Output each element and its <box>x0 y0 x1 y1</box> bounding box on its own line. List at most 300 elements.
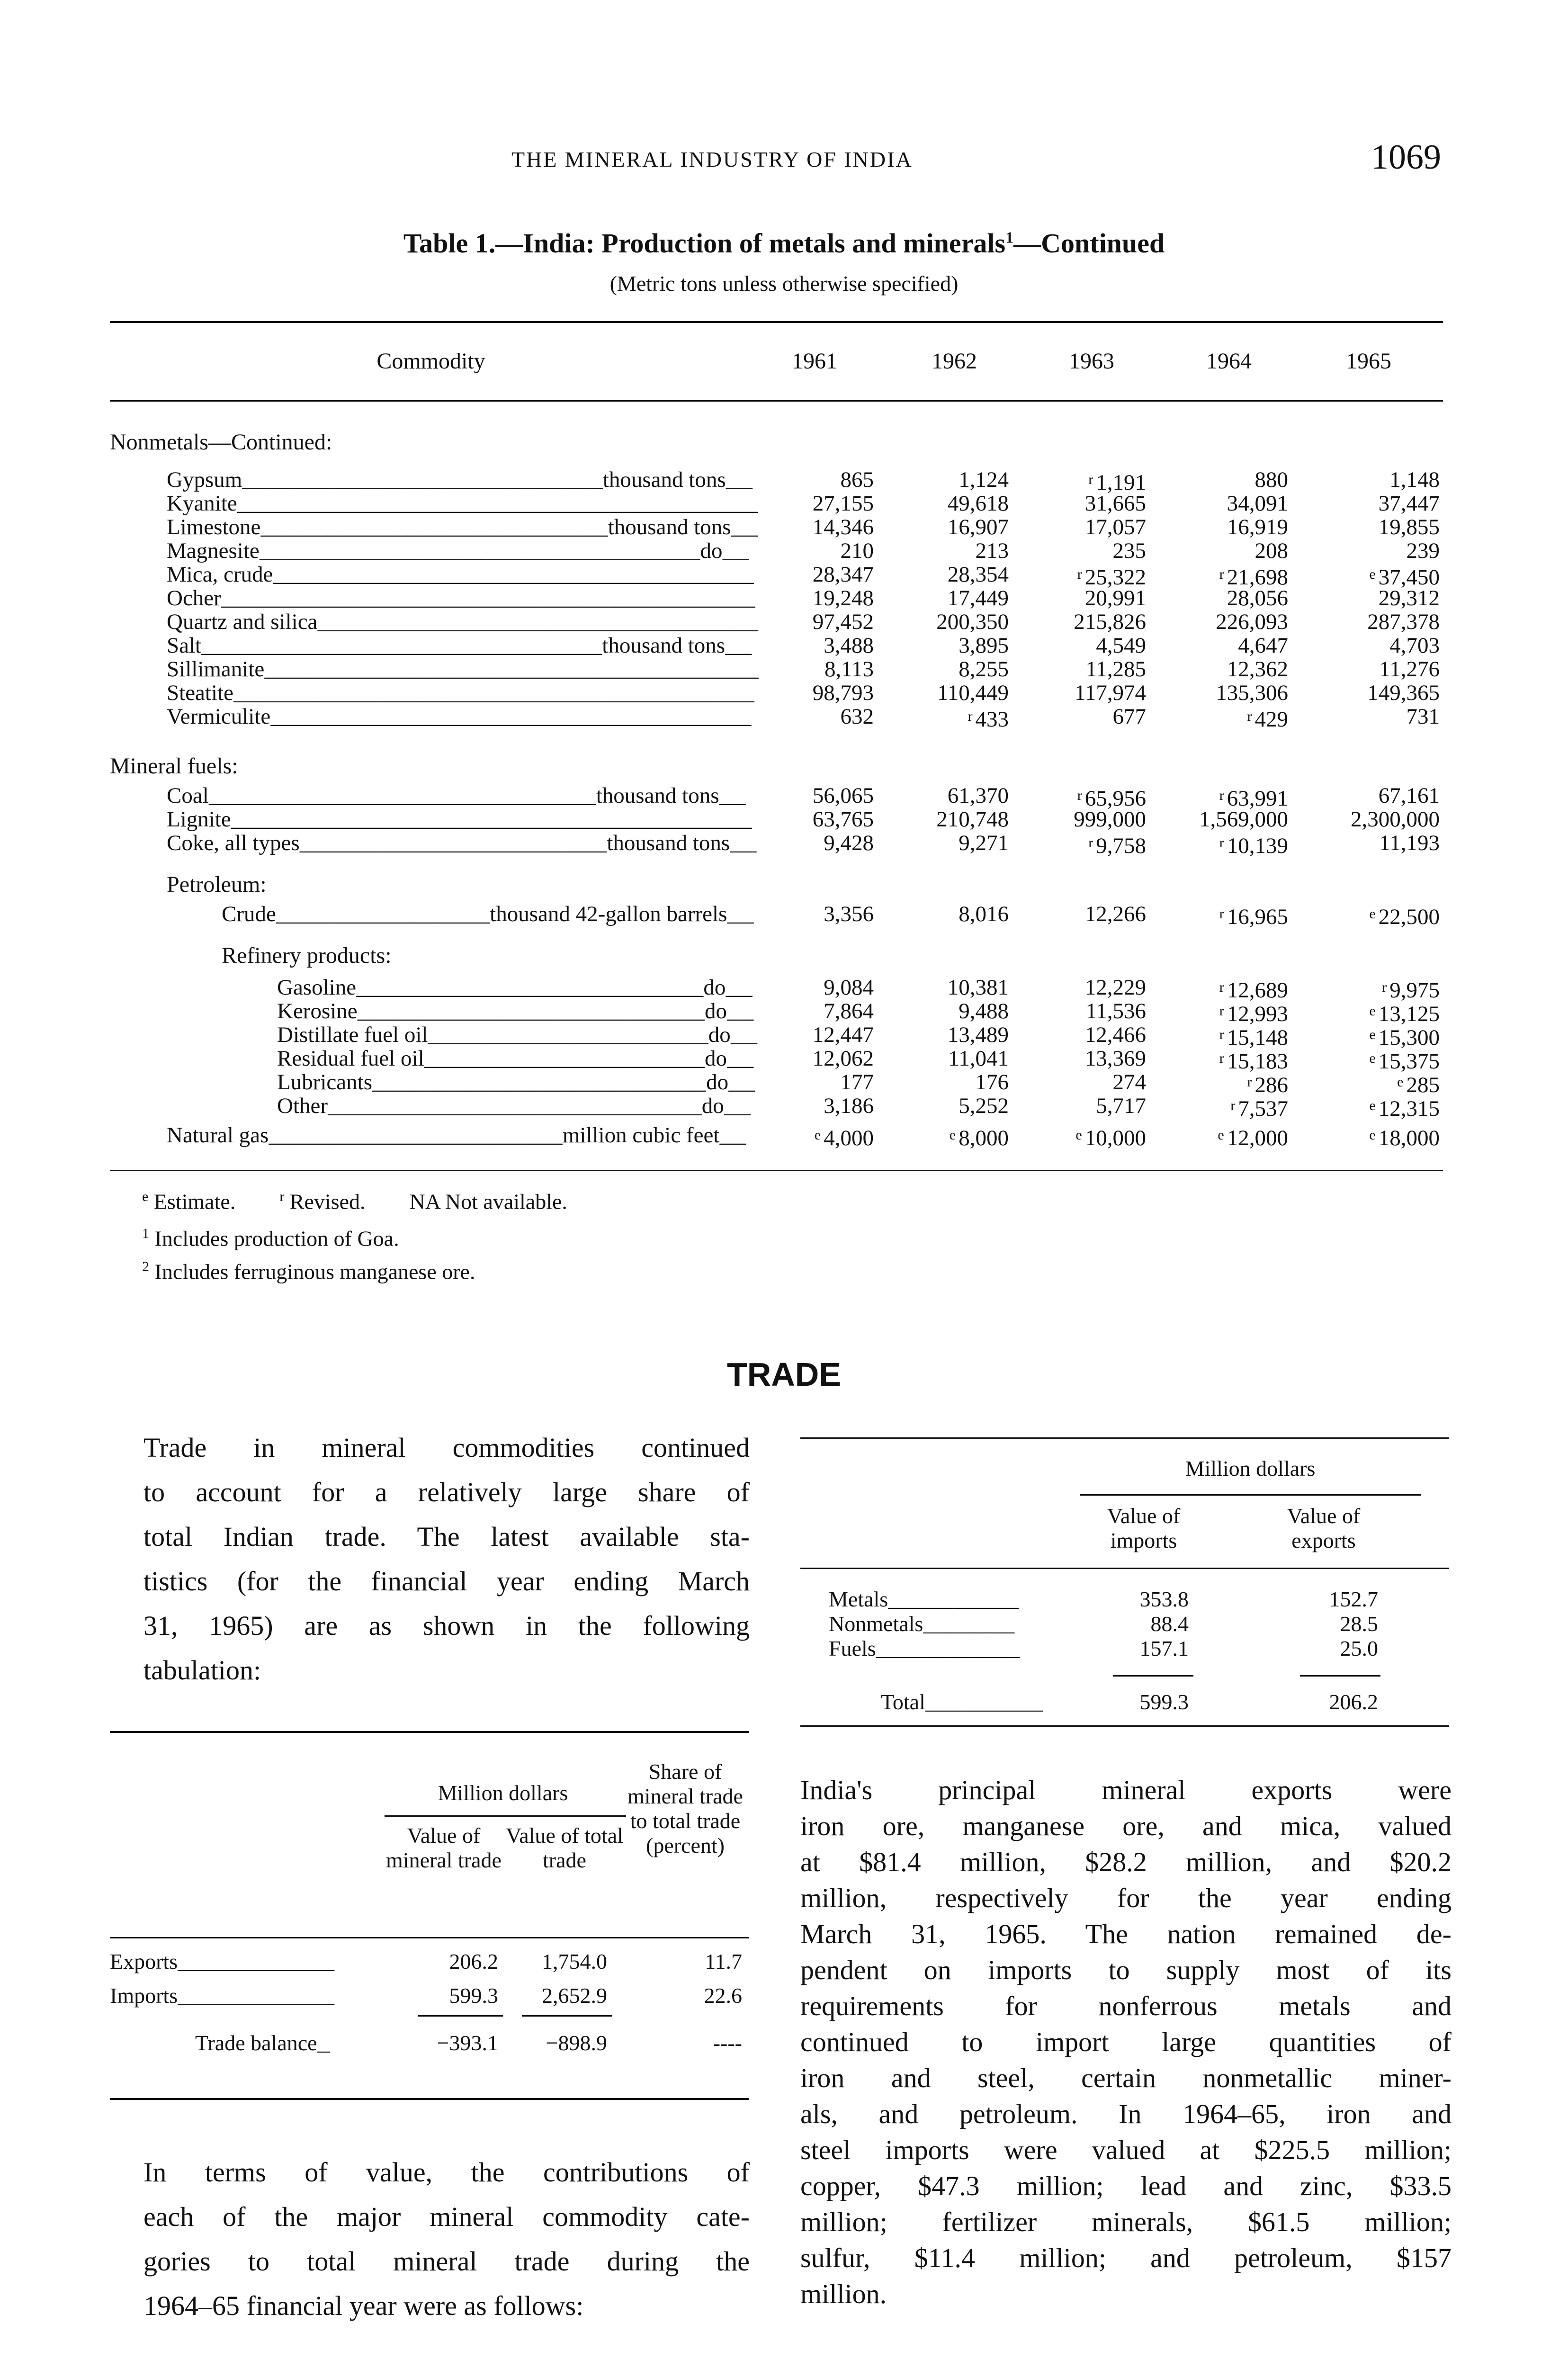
value-number: 3,895 <box>959 633 1009 658</box>
value-number: 3,186 <box>824 1094 874 1118</box>
leader-dots: __ <box>726 469 753 493</box>
value-cell-1965 <box>1312 539 1440 563</box>
value-number: 4,000 <box>824 1126 874 1150</box>
value-flag: e <box>1369 1003 1376 1019</box>
commodity-name: Other <box>277 1094 328 1118</box>
value-number: 17,449 <box>947 586 1009 610</box>
value-cell-1964 <box>1160 563 1288 589</box>
value-number: 34,091 <box>1227 491 1288 516</box>
paragraph-line: 1964–65 financial year were as follows: <box>143 2290 584 2321</box>
revised-note: Revised. <box>289 1189 366 1214</box>
table-a-share-header: Share of mineral trade to total trade (percent) <box>627 1759 743 1857</box>
value-flag: e <box>1369 566 1376 582</box>
value-number: 49,618 <box>947 491 1009 516</box>
value-number: 18,000 <box>1378 1126 1440 1150</box>
value-cell-1965 <box>1312 1094 1440 1121</box>
total-trade-value: 1,754.0 <box>542 1949 607 1973</box>
value-number: 67,161 <box>1378 783 1440 808</box>
value-cell-1962 <box>881 1047 1009 1070</box>
leader-dots: _____________________ <box>428 1024 708 1049</box>
unit-label: do <box>706 1070 729 1094</box>
value-number: 7,864 <box>824 999 874 1023</box>
value-cell-1965 <box>1312 586 1440 610</box>
value-cell-1964 <box>1160 831 1288 858</box>
leader-dots: _____________________________________ <box>264 658 759 683</box>
unit-label: do <box>701 1094 724 1118</box>
unit-label: thousand tons <box>608 515 731 539</box>
table-b-top-rule <box>800 1437 1449 1439</box>
value-number: 15,183 <box>1227 1049 1288 1074</box>
column-header-commodity: Commodity <box>376 349 485 374</box>
value-flag: r <box>1088 835 1093 851</box>
table-b-sum-rule-1 <box>1113 1675 1193 1677</box>
table-a-sum-rule-1 <box>418 2015 503 2017</box>
trade-balance-total: −898.9 <box>546 2031 607 2055</box>
leader-dots: __ <box>726 977 753 1001</box>
trade-summary-table <box>110 1731 749 2157</box>
leader-dots: __ <box>727 903 754 928</box>
value-number: 239 <box>1406 538 1440 563</box>
column-header-year: 1965 <box>1346 349 1391 374</box>
commodity-label <box>167 657 759 683</box>
value-cell-1964 <box>1160 976 1288 1002</box>
value-number: 9,428 <box>824 831 874 855</box>
table-bottom-rule <box>110 1170 1443 1171</box>
value-flag: e <box>1369 1027 1376 1042</box>
paragraph-line: steel imports were valued at $225.5 million; <box>800 2135 1452 2165</box>
table-b-sum-rule-2 <box>1300 1675 1380 1677</box>
trade-heading: TRADE <box>726 1356 842 1393</box>
contributions-paragraph <box>143 2150 750 2328</box>
value-cell-1963 <box>1018 1023 1146 1047</box>
value-cell-1963 <box>1018 492 1146 515</box>
unit-label: do <box>700 539 723 563</box>
unit-label: do <box>708 1023 731 1047</box>
paragraph-line: iron ore, manganese ore, and mica, valued <box>800 1811 1452 1841</box>
nonmetal-row <box>0 634 1568 657</box>
leader-dots: _______________________________________ <box>237 493 758 517</box>
unit-label: do <box>703 976 726 1000</box>
value-number: 865 <box>840 467 874 492</box>
unit-label: million cubic feet <box>562 1123 720 1148</box>
value-number: 12,466 <box>1084 1023 1146 1047</box>
leader-dots: __ <box>726 1048 754 1072</box>
value-cell-1963 <box>1018 705 1146 728</box>
value-cell-1963 <box>1018 563 1146 589</box>
paragraph-line: million. <box>800 2278 887 2309</box>
value-number: 28,056 <box>1227 586 1288 610</box>
commodity-name: Magnesite <box>167 539 260 563</box>
estimate-marker: e <box>142 1189 149 1204</box>
exports-value: 152.7 <box>1329 1587 1378 1611</box>
value-number: 12,315 <box>1378 1096 1440 1121</box>
value-cell-1961 <box>746 634 874 657</box>
value-cell-1962 <box>881 681 1009 705</box>
commodity-label <box>167 705 759 730</box>
table-top-rule <box>110 321 1443 323</box>
value-cell-1965 <box>1312 492 1440 515</box>
value-number: 56,065 <box>812 783 874 808</box>
value-flag: e <box>949 1127 956 1143</box>
trade-row-label <box>110 1983 334 2009</box>
total-label <box>881 1689 1043 1716</box>
value-flag: r <box>1219 1003 1224 1019</box>
value-cell-1964 <box>1160 586 1288 610</box>
value-flag: e <box>1369 1127 1376 1143</box>
paragraph-line: requirements for nonferrous metals and <box>800 1991 1452 2021</box>
paragraph-line: total Indian trade. The latest available sta- <box>143 1521 750 1552</box>
table-title <box>0 227 1568 259</box>
value-number: 98,793 <box>812 681 874 705</box>
value-cell-1964 <box>1160 784 1288 810</box>
value-cell-1963 <box>1018 1047 1146 1070</box>
paragraph-line: each of the major mineral commodity cate- <box>143 2201 750 2232</box>
value-flag: r <box>1219 566 1224 582</box>
table-title-suffix: —Continued <box>1013 228 1165 259</box>
commodity-label <box>277 1047 759 1072</box>
value-number: 22,500 <box>1378 905 1440 929</box>
natural-gas-row <box>0 1123 1568 1150</box>
commodity-label <box>167 807 759 833</box>
commodity-name: Ocher <box>167 586 221 610</box>
value-cell-1961 <box>746 1070 874 1094</box>
value-number: 15,300 <box>1378 1025 1440 1050</box>
value-number: 8,113 <box>824 657 874 682</box>
unit-label: thousand tons <box>602 468 726 492</box>
unit-label: thousand tons <box>607 831 730 855</box>
category-row-label <box>829 1636 1020 1662</box>
trade-balance-label-text: Trade balance <box>195 2031 317 2055</box>
value-number: 274 <box>1112 1070 1146 1094</box>
paragraph-line: pendent on imports to supply most of its <box>800 1955 1452 1985</box>
value-flag: r <box>1219 979 1224 995</box>
value-cell-1964 <box>1160 807 1288 831</box>
value-cell-1962 <box>881 492 1009 515</box>
value-cell-1964 <box>1160 705 1288 731</box>
paragraph-line: als, and petroleum. In 1964–65, iron and <box>800 2099 1452 2129</box>
value-cell-1963 <box>1018 610 1146 634</box>
estimate-note: Estimate. <box>153 1189 236 1214</box>
value-number: 9,758 <box>1096 834 1146 858</box>
value-cell-1962 <box>881 999 1009 1023</box>
value-number: 8,016 <box>959 902 1009 926</box>
unit-label: thousand tons <box>602 634 726 658</box>
column-header-year: 1961 <box>792 349 837 374</box>
value-number: 4,549 <box>1096 633 1146 658</box>
leader-dots: __ <box>719 785 746 809</box>
commodity-name: Quartz and silica <box>167 610 318 634</box>
value-cell-1965 <box>1312 515 1440 539</box>
value-number: 10,000 <box>1084 1126 1146 1150</box>
value-number: 176 <box>975 1070 1009 1094</box>
value-number: 16,907 <box>947 515 1009 539</box>
value-cell-1964 <box>1160 681 1288 705</box>
value-flag: e <box>814 1127 821 1143</box>
commodity-label <box>167 784 759 809</box>
category-trade-table <box>800 1437 1452 1731</box>
value-cell-1965 <box>1312 1023 1440 1049</box>
value-number: 8,000 <box>959 1126 1009 1150</box>
value-cell-1962 <box>881 1094 1009 1118</box>
table-title-footnote-ref: 1 <box>1005 229 1014 247</box>
leader-dots: _______________________ <box>299 832 607 857</box>
value-flag: e <box>1397 1074 1404 1090</box>
value-number: 19,855 <box>1378 515 1440 539</box>
value-cell-1962 <box>881 784 1009 807</box>
commodity-name: Kyanite <box>167 492 237 516</box>
table-a-group-header: Million dollars <box>438 1781 568 1805</box>
leader-dots: ____________________________ <box>328 1095 702 1120</box>
value-cell-1961 <box>746 705 874 728</box>
value-number: 213 <box>975 538 1009 563</box>
value-cell-1965 <box>1312 1070 1440 1097</box>
paragraph-line: iron and steel, certain nonmetallic miner- <box>800 2063 1452 2093</box>
value-number: 177 <box>840 1070 874 1094</box>
value-number: 880 <box>1254 467 1288 492</box>
value-number: 37,447 <box>1378 491 1440 516</box>
value-number: 433 <box>975 707 1009 732</box>
value-cell-1962 <box>881 705 1009 731</box>
paragraph-line: million, respectively for the year ending <box>800 1883 1452 1913</box>
paragraph-line: In terms of value, the contributions of <box>143 2157 750 2188</box>
leader-dots: __ <box>724 1095 751 1120</box>
value-cell-1963 <box>1018 902 1146 926</box>
value-number: 208 <box>1254 538 1288 563</box>
commodity-label <box>167 610 759 636</box>
commodity-name: Crude <box>222 902 276 926</box>
paragraph-line: to account for a relatively large share of <box>143 1477 750 1507</box>
value-cell-1964 <box>1160 468 1288 492</box>
value-cell-1963 <box>1018 634 1146 657</box>
value-number: 999,000 <box>1074 807 1146 832</box>
commodity-label <box>222 902 759 928</box>
value-number: 4,703 <box>1389 633 1440 658</box>
nonmetal-row <box>0 467 1568 495</box>
leader-dots: _____________________ <box>424 1048 705 1072</box>
value-cell-1964 <box>1160 610 1288 634</box>
value-number: 4,647 <box>1238 633 1288 658</box>
commodity-name: Vermiculite <box>167 705 271 729</box>
value-cell-1961 <box>746 807 874 831</box>
value-number: 12,062 <box>812 1046 874 1071</box>
nonmetal-row <box>0 586 1568 610</box>
value-cell-1962 <box>881 515 1009 539</box>
commodity-name: Steatite <box>167 681 233 705</box>
value-cell-1964 <box>1160 634 1288 657</box>
value-cell-1963 <box>1018 999 1146 1023</box>
value-cell-1961 <box>746 515 874 539</box>
commodity-name: Sillimanite <box>167 657 265 682</box>
imports-value: 157.1 <box>1139 1636 1189 1660</box>
value-cell-1964 <box>1160 902 1288 929</box>
fuel-row <box>0 831 1568 858</box>
share-percent-value: 11.7 <box>705 1949 742 1973</box>
leader-dots: __________________________ <box>260 516 608 541</box>
trade-row-label-text: Imports <box>110 1983 178 2008</box>
paragraph-line: gories to total mineral trade during the <box>143 2246 750 2277</box>
value-flag: e <box>1075 1127 1082 1143</box>
value-cell-1965 <box>1312 976 1440 1002</box>
exports-value: 25.0 <box>1340 1636 1378 1660</box>
table-b-group-header: Million dollars <box>1185 1456 1316 1480</box>
column-header-year: 1962 <box>932 349 977 374</box>
commodity-label <box>277 1094 759 1120</box>
section-mineral-fuels: Mineral fuels: <box>110 753 238 779</box>
value-cell-1963 <box>1018 586 1146 610</box>
value-cell-1965 <box>1312 807 1440 831</box>
value-number: 210,748 <box>936 807 1009 832</box>
value-flag: r <box>1219 835 1224 851</box>
value-cell-1962 <box>881 539 1009 563</box>
footnote-1-text: Includes production of Goa. <box>154 1226 399 1251</box>
commodity-name: Limestone <box>167 515 261 539</box>
value-flag: r <box>1247 709 1252 724</box>
value-number: 27,155 <box>812 491 874 516</box>
value-flag: e <box>1369 1098 1376 1113</box>
refinery-row <box>0 1023 1568 1050</box>
commodity-label <box>167 468 759 493</box>
value-number: 12,266 <box>1084 902 1146 926</box>
value-flag: r <box>1077 566 1082 582</box>
paragraph-line: tabulation: <box>143 1655 261 1686</box>
table-a-top-rule <box>110 1731 749 1733</box>
value-number: 210 <box>840 538 874 563</box>
value-number: 9,084 <box>824 975 874 1000</box>
value-cell-1965 <box>1312 902 1440 929</box>
value-cell-1962 <box>881 586 1009 610</box>
value-number: 1,124 <box>959 467 1009 492</box>
value-flag: r <box>1088 472 1093 487</box>
category-row-label <box>829 1587 1019 1613</box>
paragraph-line: Trade in mineral commodities continued <box>143 1432 750 1463</box>
leader-dots: __________________________ <box>357 1000 705 1025</box>
leader-dots: _________________________________ <box>317 611 759 636</box>
value-cell-1962 <box>881 657 1009 681</box>
commodity-name: Natural gas <box>167 1123 269 1148</box>
value-number: 429 <box>1254 707 1288 732</box>
value-number: 2,300,000 <box>1351 807 1440 832</box>
value-number: 29,312 <box>1378 586 1440 610</box>
running-title: THE MINERAL INDUSTRY OF INDIA <box>511 147 913 171</box>
nonmetal-row <box>0 539 1568 563</box>
value-cell-1964 <box>1160 515 1288 539</box>
commodity-name: Gypsum <box>167 468 242 492</box>
leader-dots: ________________ <box>276 903 490 928</box>
trade-balance-label <box>195 2030 330 2057</box>
leader-dots: __ <box>719 1124 746 1149</box>
value-number: 12,229 <box>1084 975 1146 1000</box>
nonmetal-row <box>0 492 1568 515</box>
value-number: 11,276 <box>1379 657 1440 682</box>
value-number: 11,285 <box>1085 657 1146 682</box>
leader-dots: __ <box>722 540 749 565</box>
leader-dots: ______________________________ <box>201 635 602 659</box>
value-number: 1,569,000 <box>1199 807 1288 832</box>
value-cell-1961 <box>746 468 874 492</box>
value-number: 13,489 <box>947 1023 1009 1047</box>
value-cell-1962 <box>881 1023 1009 1047</box>
nonmetal-row <box>0 610 1568 634</box>
commodity-name: Kerosine <box>277 999 358 1023</box>
value-cell-1963 <box>1018 515 1146 539</box>
value-flag: r <box>1230 1098 1236 1113</box>
value-cell-1961 <box>746 1123 874 1150</box>
leader-dots: __________________________ <box>356 977 704 1001</box>
commodity-name: Distillate fuel oil <box>277 1023 428 1047</box>
leader-dots: ____________ <box>178 1985 335 2009</box>
value-flag: r <box>1247 1074 1252 1090</box>
value-cell-1963 <box>1018 1123 1146 1150</box>
leader-dots: __________ <box>888 1588 1019 1613</box>
value-cell-1962 <box>881 634 1009 657</box>
table-a-bottom-rule <box>110 2098 749 2100</box>
leader-dots: ____________________________________ <box>270 706 752 730</box>
value-cell-1961 <box>746 902 874 926</box>
value-number: 31,665 <box>1084 491 1146 516</box>
value-cell-1963 <box>1018 1070 1146 1094</box>
value-number: 3,356 <box>824 902 874 926</box>
value-cell-1964 <box>1160 1123 1288 1150</box>
category-name: Metals <box>829 1587 888 1611</box>
value-cell-1961 <box>746 563 874 586</box>
refinery-row <box>0 999 1568 1026</box>
footnote-2-text: Includes ferruginous manganese ore. <box>154 1259 475 1284</box>
value-cell-1961 <box>746 539 874 563</box>
value-number: 9,488 <box>959 999 1009 1023</box>
value-number: 1,148 <box>1389 467 1440 492</box>
commodity-name: Lignite <box>167 807 231 832</box>
value-number: 11,536 <box>1085 999 1146 1023</box>
value-flag: e <box>1369 906 1376 922</box>
value-number: 1,191 <box>1096 470 1146 495</box>
leader-dots: _________________________________ <box>259 540 700 565</box>
value-number: 15,375 <box>1378 1049 1440 1074</box>
trade-balance-mineral: −393.1 <box>437 2031 498 2055</box>
trade-intro-paragraph <box>143 1426 750 1693</box>
commodity-label <box>167 681 759 707</box>
refinery-row <box>0 1070 1568 1097</box>
value-number: 61,370 <box>947 783 1009 808</box>
value-number: 117,974 <box>1074 681 1146 705</box>
value-number: 37,450 <box>1378 565 1440 590</box>
table-a-col2-header: Value of total trade <box>506 1823 623 1872</box>
category-row-label <box>829 1611 1015 1638</box>
value-number: 5,252 <box>959 1094 1009 1118</box>
value-flag: r <box>968 709 973 724</box>
nonmetal-row <box>0 681 1568 705</box>
leader-dots: ____________ <box>178 1951 335 1975</box>
value-number: 135,306 <box>1216 681 1288 705</box>
value-cell-1961 <box>746 586 874 610</box>
leader-dots: __ <box>725 635 752 659</box>
value-cell-1963 <box>1018 807 1146 831</box>
value-number: 285 <box>1406 1073 1440 1097</box>
paragraph-line: March 31, 1965. The nation remained de- <box>800 1919 1452 1949</box>
leader-dots: _ <box>317 2032 331 2057</box>
value-cell-1961 <box>746 657 874 681</box>
na-note: Not available. <box>445 1189 567 1214</box>
refinery-row <box>0 975 1568 1003</box>
value-number: 17,057 <box>1084 515 1146 539</box>
refinery-row <box>0 1094 1568 1121</box>
paragraph-line: 31, 1965) are as shown in the following <box>143 1610 750 1641</box>
value-number: 677 <box>1112 704 1146 729</box>
value-cell-1964 <box>1160 657 1288 681</box>
table-a-group-rule <box>385 1815 626 1817</box>
leader-dots: _______________________________________ <box>233 682 754 707</box>
paragraph-line: sulfur, $11.4 million; and petroleum, $157 <box>800 2242 1452 2273</box>
nonmetal-row <box>0 562 1568 590</box>
